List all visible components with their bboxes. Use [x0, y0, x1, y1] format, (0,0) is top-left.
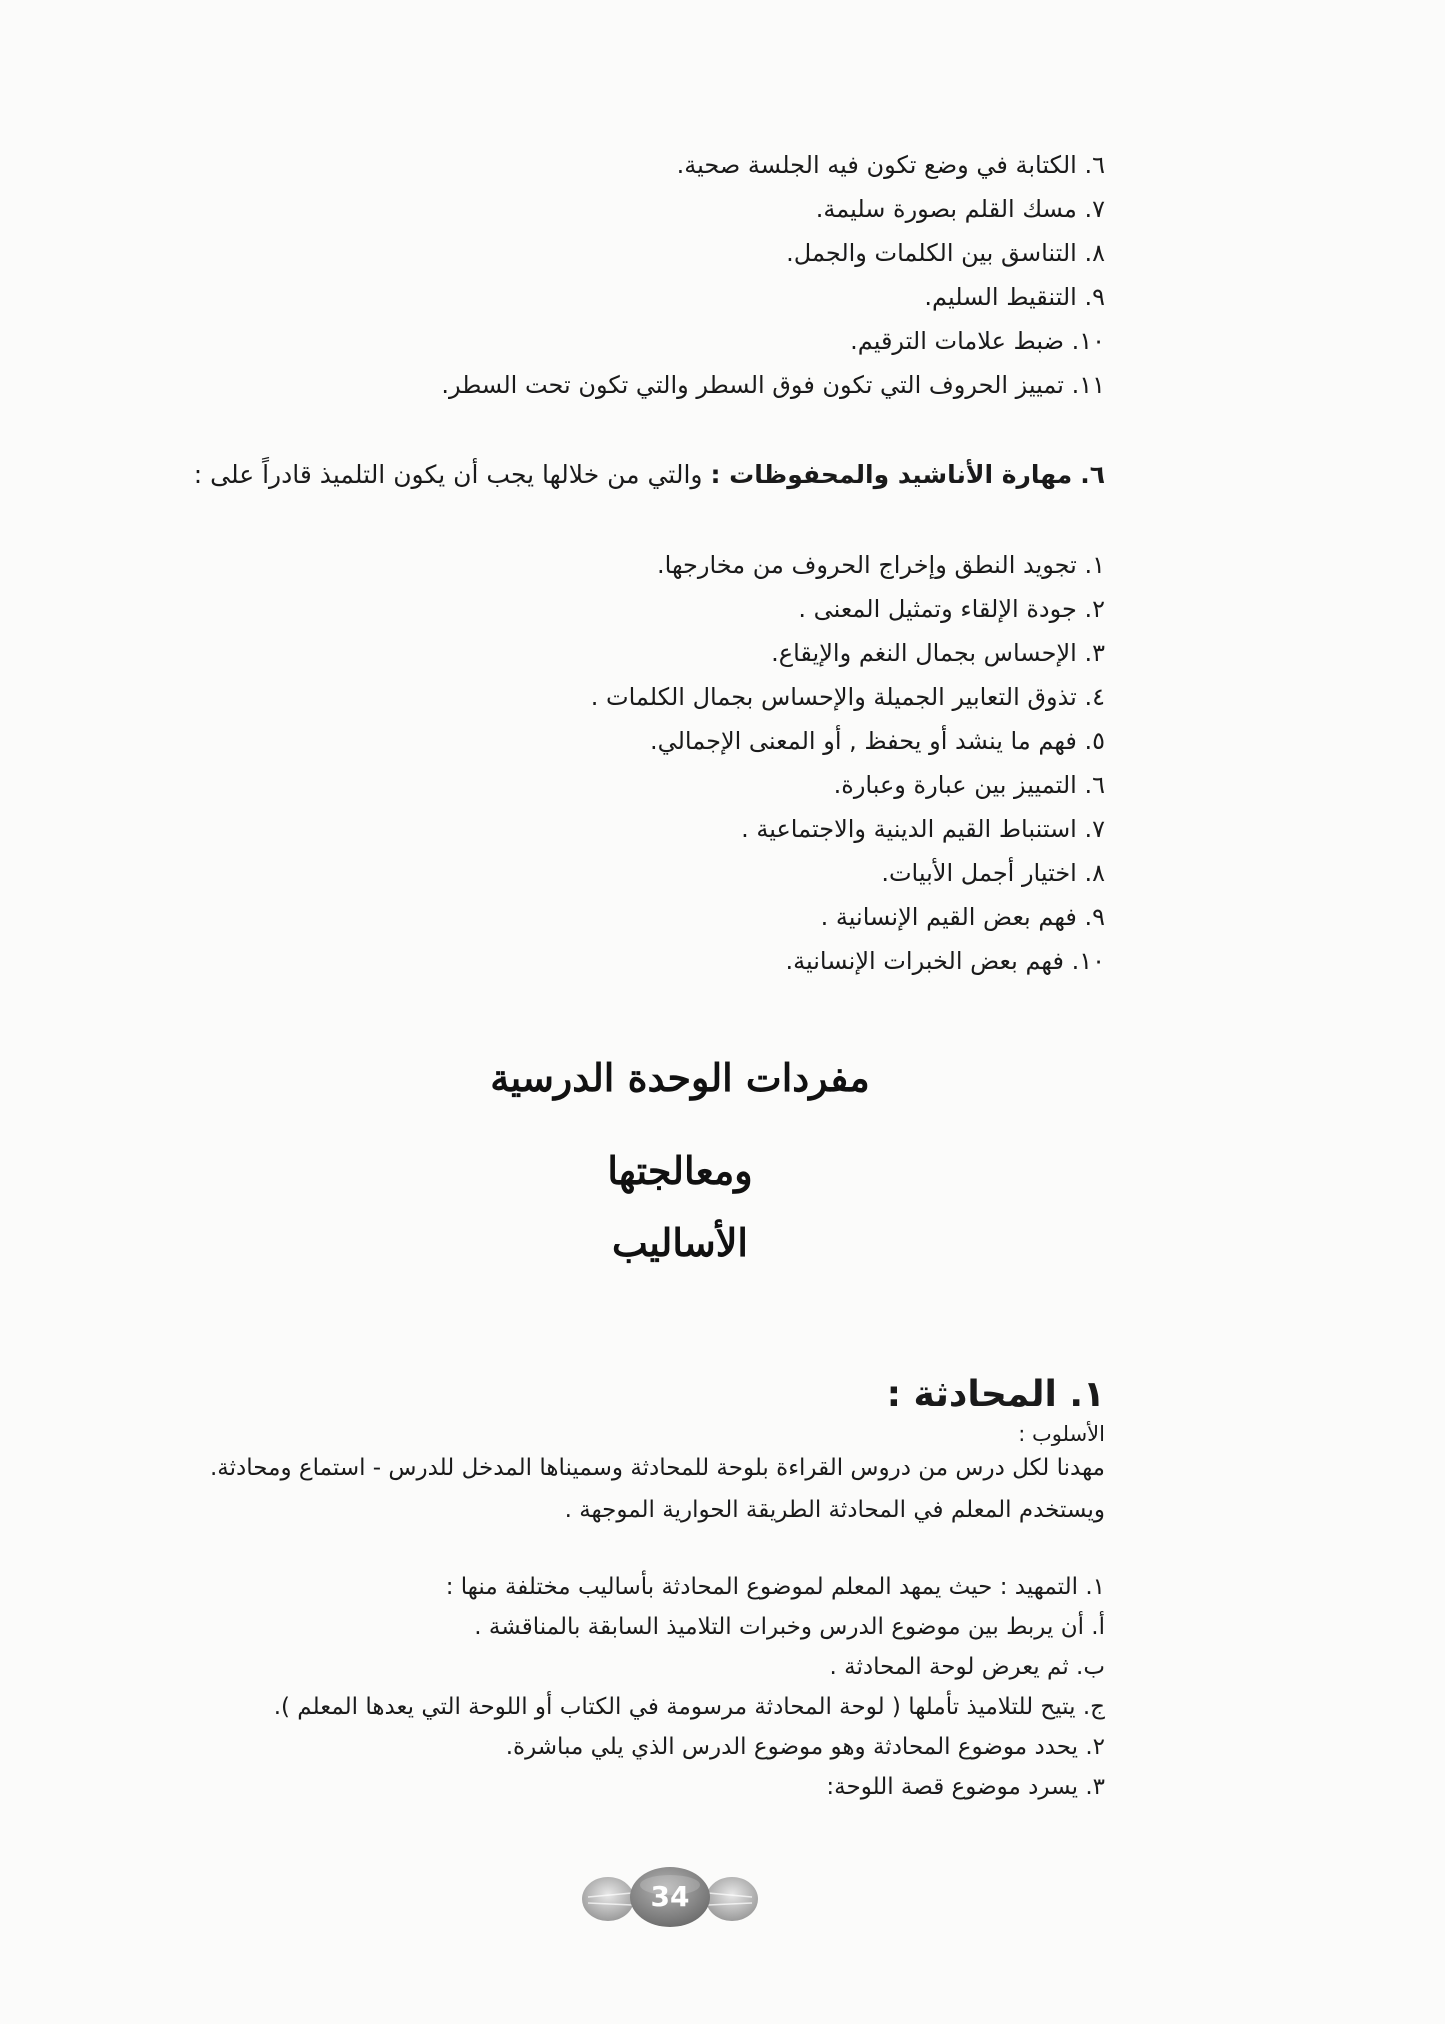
list-item: ٤. تذوق التعابير الجميلة والإحساس بجمال الكلمات . [590, 682, 1105, 711]
writing-skills-list [305, 150, 1105, 414]
paragraph: ويستخدم المعلم في المحادثة الطريقة الحوارية الموجهة . [564, 1497, 1105, 1523]
poems-section [193, 459, 1105, 990]
list-item: ٣. يسرد موضوع قصة اللوحة: [826, 1774, 1105, 1800]
page-number-badge [580, 1863, 760, 1931]
list-item: ١٠. فهم بعض الخبرات الإنسانية. [785, 946, 1105, 975]
section-title: مهارة الأناشيد والمحفوظات : [710, 460, 1073, 489]
unit-title: مفردات الوحدة الدرسية [490, 1055, 870, 1100]
list-item: ٦. الكتابة في وضع تكون فيه الجلسة صحية. [676, 151, 1105, 179]
list-item: ١. تجويد النطق وإخراج الحروف من مخارجها. [657, 550, 1105, 579]
list-item: ٢. يحدد موضوع المحادثة وهو موضوع الدرس الذي يلي مباشرة. [505, 1734, 1105, 1760]
list-item: أ. أن يربط بين موضوع الدرس وخبرات التلاميذ السابقة بالمناقشة . [474, 1614, 1105, 1640]
method-label: الأسلوب : [1018, 1422, 1105, 1446]
methods-title: الأساليب [611, 1220, 748, 1265]
list-item: ٨. اختيار أجمل الأبيات. [881, 858, 1105, 887]
list-item: ب. ثم يعرض لوحة المحادثة . [829, 1654, 1105, 1680]
list-item: ١١. تمييز الحروف التي تكون فوق السطر والتي تكون تحت السطر. [441, 371, 1105, 399]
list-item: ٩. التنقيط السليم. [924, 283, 1105, 311]
list-item: ٥. فهم ما ينشد أو يحفظ , أو المعنى الإجمالي. [649, 726, 1105, 755]
section-number: ٦. [1080, 460, 1105, 489]
section-heading: ١. المحادثة : [886, 1374, 1105, 1415]
section-intro: والتي من خلالها يجب أن يكون التلميذ قادراً على : [193, 460, 703, 489]
unit-subtitle: ومعالجتها [607, 1148, 753, 1193]
list-item: ٧. استنباط القيم الدينية والاجتماعية . [741, 814, 1105, 843]
list-item: ٢. جودة الإلقاء وتمثيل المعنى . [798, 594, 1105, 623]
spacer [305, 1537, 1105, 1573]
conversation-section [209, 1374, 1105, 1813]
list-item: ١. التمهيد : حيث يمهد المعلم لموضوع المحادثة بأساليب مختلفة منها : [445, 1574, 1105, 1600]
list-item: ج. يتيح للتلاميذ تأملها ( لوحة المحادثة مرسومة في الكتاب أو اللوحة التي يعدها المعلم ). [273, 1694, 1105, 1720]
list-item: ٧. مسك القلم بصورة سليمة. [815, 195, 1105, 223]
list-item: ٣. الإحساس بجمال النغم والإيقاع. [771, 638, 1105, 667]
list-item: ٦. التمييز بين عبارة وعبارة. [833, 770, 1105, 799]
list-item: ٨. التناسق بين الكلمات والجمل. [786, 239, 1105, 267]
list-item: ١٠. ضبط علامات الترقيم. [850, 327, 1105, 355]
paragraph: مهدنا لكل درس من دروس القراءة بلوحة للمحادثة وسميناها المدخل للدرس - استماع ومحادثة. [209, 1455, 1105, 1481]
list-item: ٩. فهم بعض القيم الإنسانية . [820, 902, 1105, 931]
page-number: 34 [650, 1880, 690, 1913]
section-heading [193, 459, 1105, 492]
